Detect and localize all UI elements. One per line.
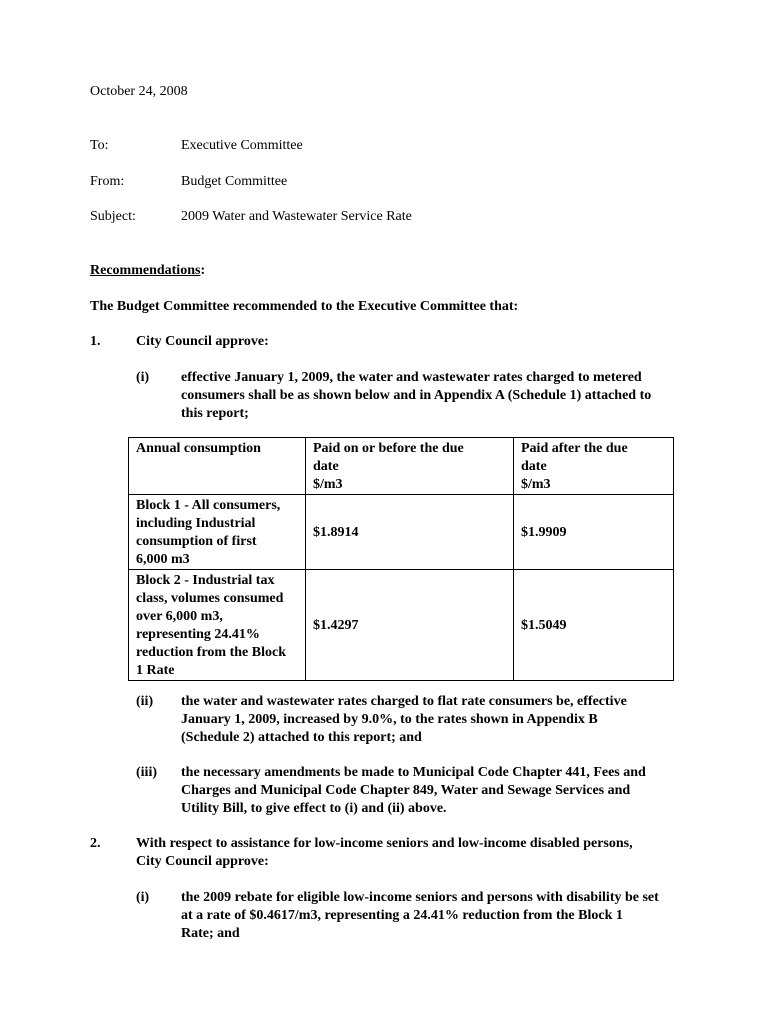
item-1-sub-i-label: (i) [136,370,150,385]
item-1-sub-ii-text [181,693,627,747]
header-line: Annual consumption [136,441,261,456]
header-paid-on-time [306,438,514,495]
label-line: consumption of first [136,534,257,549]
text-line: the 2009 rebate for eligible low-income seniors and persons with disability be set [181,890,659,905]
label-line: Block 1 - All consumers, [136,498,281,513]
table-row-block-2 [129,570,674,681]
item-2-sub-i-text [181,889,659,943]
item-2-sub-i-label: (i) [136,890,150,905]
text-line: Charges and Municipal Code Chapter 849, Water and Sewage Services and [181,783,631,798]
header-paid-late [514,438,674,495]
recommendations-intro: The Budget Committee recommended to the Executive Committee that: [90,299,519,314]
item-1-text: City Council approve: [136,334,269,349]
item-1-sub-ii-label: (ii) [136,694,154,709]
label-line: reduction from the Block [136,645,286,660]
label-line: including Industrial [136,516,256,531]
item-1-sub-iii-label: (iii) [136,765,157,780]
block-1-label [129,495,306,570]
label-line: 1 Rate [136,663,175,678]
block-1-on-time-rate: $1.8914 [306,495,514,570]
label-line: over 6,000 m3, [136,609,223,624]
recommendations-heading-text: Recommendations [90,263,201,278]
header-line: Paid on or before the due [313,441,464,456]
text-line: January 1, 2009, increased by 9.0%, to the rates shown in Appendix B [181,712,598,727]
from-value: Budget Committee [181,174,288,189]
text-line: the water and wastewater rates charged to flat rate consumers be, effective [181,694,627,709]
subject-value: 2009 Water and Wastewater Service Rate [181,209,412,224]
text-line: Utility Bill, to give effect to (i) and (ii) above. [181,801,447,816]
item-2-number: 2. [90,836,101,851]
block-2-label [129,570,306,681]
from-label: From: [90,174,125,189]
text-line: the necessary amendments be made to Municipal Code Chapter 441, Fees and [181,765,646,780]
header-line: date [521,459,547,474]
header-annual-consumption [129,438,306,495]
text-line: Rate; and [181,926,240,941]
text-line: at a rate of $0.4617/m3, representing a 24.41% reduction from the Block 1 [181,908,623,923]
text-line: effective January 1, 2009, the water and wastewater rates charged to metered [181,370,642,385]
text-line: this report; [181,406,249,421]
text-line: With respect to assistance for low-income seniors and low-income disabled persons, [136,836,633,851]
block-2-on-time-rate: $1.4297 [306,570,514,681]
table-row-block-1 [129,495,674,570]
recommendations-heading-colon: : [200,263,206,278]
text-line: consumers shall be as shown below and in Appendix A (Schedule 1) attached to [181,388,652,403]
label-line: Block 2 - Industrial tax [136,573,275,588]
header-line: $/m3 [313,477,343,492]
text-line: (Schedule 2) attached to this report; and [181,730,422,745]
text-line: City Council approve: [136,854,269,869]
to-label: To: [90,138,109,153]
item-1-sub-i-text [181,369,651,423]
subject-label: Subject: [90,209,136,224]
rate-table-header-row [129,438,674,495]
block-2-late-rate: $1.5049 [514,570,674,681]
label-line: class, volumes consumed [136,591,284,606]
item-2-text [136,835,633,871]
header-line: date [313,459,339,474]
label-line: 6,000 m3 [136,552,190,567]
item-1-sub-iii-text [181,764,646,818]
label-line: representing 24.41% [136,627,260,642]
rate-table [128,437,674,681]
block-1-late-rate: $1.9909 [514,495,674,570]
memo-date: October 24, 2008 [90,84,188,99]
recommendations-heading [90,262,205,280]
header-line: Paid after the due [521,441,628,456]
header-line: $/m3 [521,477,551,492]
to-value: Executive Committee [181,138,303,153]
item-1-number: 1. [90,334,101,349]
